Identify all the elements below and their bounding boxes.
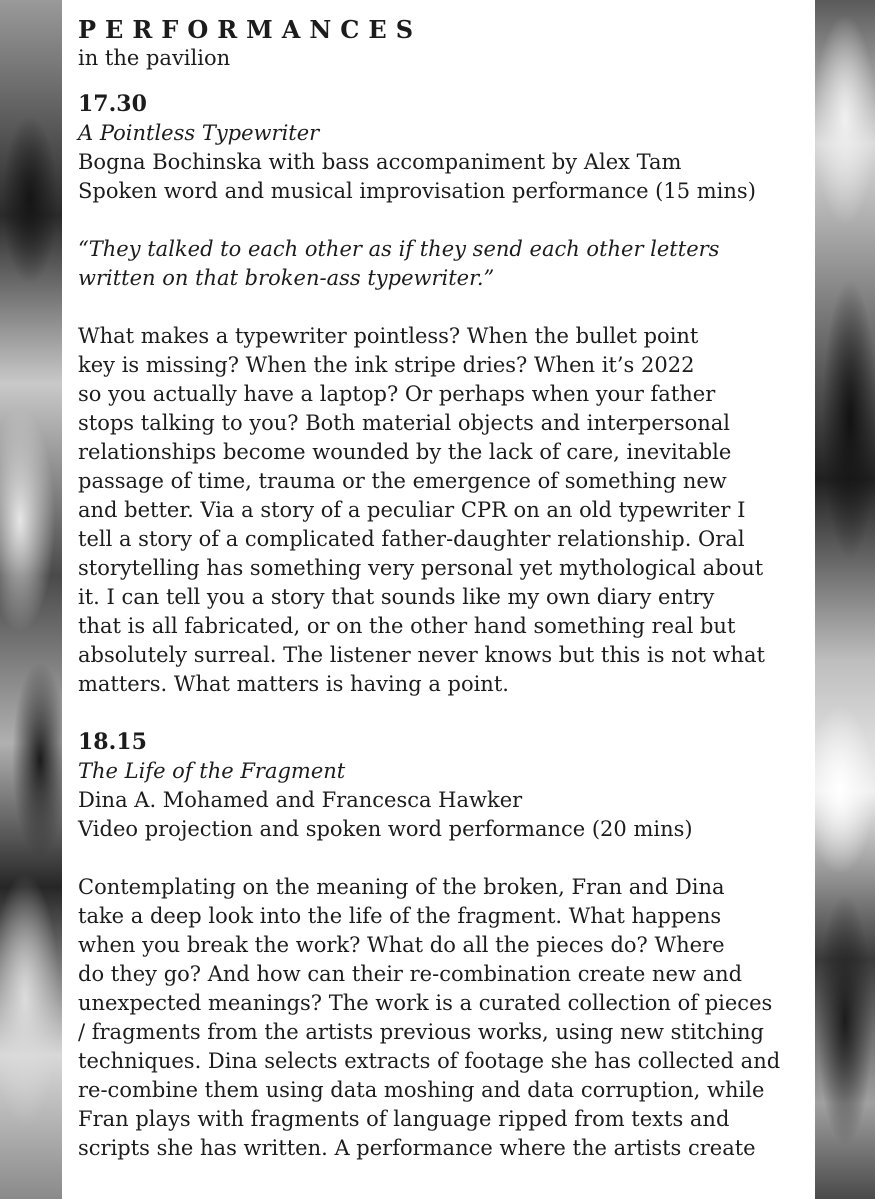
page-subtitle: in the pavilion (78, 46, 231, 70)
description-line: key is missing? When the ink stripe dries? When it’s 2022 (78, 353, 695, 377)
description-line: passage of time, trauma or the emergence of something new (78, 469, 727, 493)
spacer (78, 206, 815, 235)
right-ink-texture (815, 0, 875, 1199)
description-line: techniques. Dina selects extracts of footage she has collected and (78, 1049, 781, 1073)
description-line: re-combine them using data moshing and data corruption, while (78, 1078, 765, 1102)
description-line: take a deep look into the life of the fragment. What happens (78, 904, 722, 928)
description-line: matters. What matters is having a point. (78, 672, 509, 696)
description-line: scripts she has written. A performance where the artists create (78, 1136, 756, 1160)
description-line: relationships become wounded by the lack of care, inevitable (78, 440, 732, 464)
description-line: so you actually have a laptop? Or perhaps when your father (78, 382, 716, 406)
description-line: storytelling has something very personal yet mythological about (78, 556, 764, 580)
performance-artists: Dina A. Mohamed and Francesca Hawker (78, 788, 523, 812)
spacer (78, 699, 815, 728)
spacer (78, 293, 815, 322)
description-line: it. I can tell you a story that sounds like my own diary entry (78, 585, 715, 609)
spacer (78, 844, 815, 873)
description-line: when you break the work? What do all the pieces do? Where (78, 933, 725, 957)
page-title: PERFORMANCES (78, 15, 423, 44)
performance-time: 18.15 (78, 729, 147, 755)
performance-2 (78, 728, 815, 1163)
description-line: What makes a typewriter pointless? When the bullet point (78, 324, 699, 348)
quote-line: “They talked to each other as if they send each other letters (78, 237, 720, 261)
description-line: / fragments from the artists previous works, using new stitching (78, 1020, 764, 1044)
description-line: tell a story of a complicated father-daughter relationship. Oral (78, 527, 745, 551)
description-line: stops talking to you? Both material objects and interpersonal (78, 411, 730, 435)
program-page (62, 0, 815, 1199)
performance-quote (78, 235, 815, 293)
performance-artists: Bogna Bochinska with bass accompaniment by Alex Tam (78, 150, 682, 174)
left-ink-texture (0, 0, 62, 1199)
performance-1 (78, 90, 815, 699)
description-line: do they go? And how can their re-combination create new and (78, 962, 743, 986)
performance-description (78, 873, 815, 1163)
performance-description (78, 322, 815, 699)
description-line: Contemplating on the meaning of the broken, Fran and Dina (78, 875, 725, 899)
quote-line: written on that broken-ass typewriter.” (78, 266, 495, 290)
performance-format: Spoken word and musical improvisation performance (15 mins) (78, 179, 756, 203)
performance-title: A Pointless Typewriter (78, 121, 320, 145)
description-line: and better. Via a story of a peculiar CPR on an old typewriter I (78, 498, 746, 522)
description-line: Fran plays with fragments of language ripped from texts and (78, 1107, 730, 1131)
description-line: absolutely surreal. The listener never knows but this is not what (78, 643, 765, 667)
performance-title: The Life of the Fragment (78, 759, 346, 783)
description-line: unexpected meanings? The work is a curated collection of pieces (78, 991, 773, 1015)
performance-time: 17.30 (78, 91, 147, 117)
description-line: that is all fabricated, or on the other hand something real but (78, 614, 736, 638)
performance-format: Video projection and spoken word performance (20 mins) (78, 817, 693, 841)
